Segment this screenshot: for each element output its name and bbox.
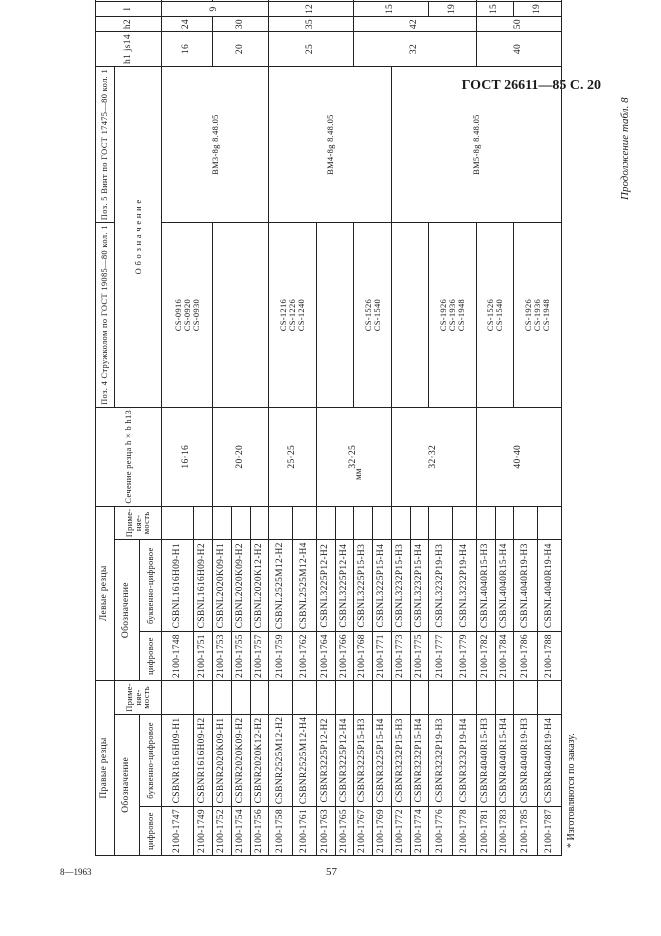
table-row xyxy=(269,0,293,856)
left-designation: CSBNL3225P15-H4 xyxy=(373,540,392,632)
right-designation: CSBNR3225P12-H4 xyxy=(335,714,354,806)
header-section: Сечение резца h × b h13 xyxy=(96,407,162,506)
right-digital: 2100-1783 xyxy=(495,807,514,856)
left-digital: 2100-1777 xyxy=(429,632,453,681)
right-designation: CSBNR2525M12-H2 xyxy=(269,714,293,806)
left-digital: 2100-1773 xyxy=(391,632,410,681)
right-applicability xyxy=(335,681,354,715)
left-designation: CSBNL1616H09-H2 xyxy=(194,540,213,632)
right-digital: 2100-1747 xyxy=(162,807,194,856)
left-applicability xyxy=(231,506,250,540)
l-value: 15 xyxy=(354,1,429,16)
right-digital: 2100-1763 xyxy=(316,807,335,856)
h2-value: 50 xyxy=(476,17,561,32)
right-digital: 2100-1754 xyxy=(231,807,250,856)
page-number: 57 xyxy=(326,866,337,878)
h2-value: 42 xyxy=(354,17,476,32)
left-designation: CSBNL3225P12-H4 xyxy=(335,540,354,632)
l-value: 15 xyxy=(476,1,514,16)
right-applicability xyxy=(495,681,514,715)
right-designation: CSBNR4040R19-H3 xyxy=(514,714,538,806)
right-designation: CSBNR2020K09-H1 xyxy=(213,714,232,806)
print-code: 8—1963 xyxy=(60,867,92,877)
left-designation: CSBNL2020K12-H2 xyxy=(250,540,269,632)
left-digital: 2100-1755 xyxy=(231,632,250,681)
left-applicability xyxy=(410,506,429,540)
right-applicability xyxy=(269,681,293,715)
chipbreaker-value xyxy=(391,223,429,408)
right-applicability xyxy=(391,681,410,715)
right-designation: CSBNR3232P19-H4 xyxy=(453,714,477,806)
right-designation: CSBNR2525M12-H4 xyxy=(293,714,317,806)
left-digital: 2100-1757 xyxy=(250,632,269,681)
l-value: 12 xyxy=(269,1,354,16)
header-h1: h1 js14 xyxy=(96,32,162,67)
right-designation: CSBNR4040R15-H3 xyxy=(476,714,495,806)
right-digital: 2100-1761 xyxy=(293,807,317,856)
left-digital: 2100-1766 xyxy=(335,632,354,681)
section-value: 16·16 xyxy=(162,407,213,506)
left-applicability xyxy=(391,506,410,540)
left-designation: CSBNL3232P15-H3 xyxy=(391,540,410,632)
l1-value xyxy=(269,0,354,1)
h2-value: 35 xyxy=(269,17,354,32)
left-applicability xyxy=(162,506,194,540)
l-value: 19 xyxy=(514,1,562,16)
right-digital: 2100-1781 xyxy=(476,807,495,856)
left-digital: 2100-1748 xyxy=(162,632,194,681)
header-left-cutters: Левые резцы xyxy=(96,506,115,680)
right-applicability xyxy=(194,681,213,715)
left-designation: CSBNL3232P15-H4 xyxy=(410,540,429,632)
left-designation: CSBNL3232P19-H3 xyxy=(429,540,453,632)
screw-value: BM3-8g 8.48.05 xyxy=(162,66,269,222)
right-designation: CSBNR2020K12-H2 xyxy=(250,714,269,806)
left-applicability xyxy=(429,506,453,540)
section-value: 32·25 xyxy=(316,407,391,506)
right-applicability xyxy=(231,681,250,715)
data-table xyxy=(95,0,562,856)
right-designation: CSBNR1616H09-H2 xyxy=(194,714,213,806)
left-applicability xyxy=(476,506,495,540)
continuation-label: Продолжение табл. 8 xyxy=(619,97,631,200)
left-applicability xyxy=(194,506,213,540)
right-digital: 2100-1785 xyxy=(514,807,538,856)
left-applicability xyxy=(495,506,514,540)
header-oboz: О б о з н а ч е н и е xyxy=(114,66,161,407)
header-pos4: Поз. 4 Стружколом по ГОСТ 19085—80 кол. 1 xyxy=(96,223,115,408)
right-digital: 2100-1767 xyxy=(354,807,373,856)
left-digital: 2100-1768 xyxy=(354,632,373,681)
left-designation: CSBNL3225P15-H3 xyxy=(354,540,373,632)
right-applicability xyxy=(373,681,392,715)
left-digital: 2100-1788 xyxy=(538,632,562,681)
chipbreaker-value: CS-1526 CS-1540 xyxy=(476,223,514,408)
section-value: 20·20 xyxy=(213,407,269,506)
left-digital: 2100-1751 xyxy=(194,632,213,681)
left-designation: CSBNL2020K09-H2 xyxy=(231,540,250,632)
header-designation: Обозначение xyxy=(114,540,139,681)
left-digital: 2100-1784 xyxy=(495,632,514,681)
h1-value: 25 xyxy=(269,32,354,67)
chipbreaker-value: CS-1216 CS-1226 CS-1240 xyxy=(269,223,316,408)
right-digital: 2100-1756 xyxy=(250,807,269,856)
left-digital: 2100-1779 xyxy=(453,632,477,681)
left-applicability xyxy=(373,506,392,540)
l1-value xyxy=(213,0,269,1)
right-designation: CSBNR3225P12-H2 xyxy=(316,714,335,806)
right-digital: 2100-1787 xyxy=(538,807,562,856)
table-rotated xyxy=(95,0,562,856)
right-digital: 2100-1758 xyxy=(269,807,293,856)
left-designation: CSBNL4040R15-H3 xyxy=(476,540,495,632)
h1-value: 16 xyxy=(162,32,213,67)
left-designation: CSBNL3232P19-H4 xyxy=(453,540,477,632)
right-designation: CSBNR4040R19-H4 xyxy=(538,714,562,806)
right-applicability xyxy=(410,681,429,715)
right-designation: CSBNR3232P15-H3 xyxy=(391,714,410,806)
chipbreaker-value xyxy=(316,223,354,408)
right-applicability xyxy=(476,681,495,715)
right-applicability xyxy=(538,681,562,715)
left-applicability xyxy=(316,506,335,540)
right-applicability xyxy=(213,681,232,715)
header-right-cutters: Правые резцы xyxy=(96,681,115,856)
screw-value: BM5-8g 8.48.05 xyxy=(391,66,561,222)
l-value: 9 xyxy=(162,1,269,16)
left-applicability xyxy=(538,506,562,540)
left-designation: CSBNL4040R19-H4 xyxy=(538,540,562,632)
right-designation: CSBNR2020K09-H2 xyxy=(231,714,250,806)
right-digital: 2100-1774 xyxy=(410,807,429,856)
chipbreaker-value xyxy=(213,223,269,408)
right-applicability xyxy=(514,681,538,715)
right-applicability xyxy=(453,681,477,715)
right-digital: 2100-1749 xyxy=(194,807,213,856)
header-applicability: Приме- няе- мость xyxy=(114,681,161,715)
left-designation: CSBNL3225P12-H2 xyxy=(316,540,335,632)
left-digital: 2100-1786 xyxy=(514,632,538,681)
left-digital: 2100-1782 xyxy=(476,632,495,681)
page-header: ГОСТ 26611—85 С. 20 xyxy=(461,78,601,93)
right-digital: 2100-1776 xyxy=(429,807,453,856)
right-digital: 2100-1765 xyxy=(335,807,354,856)
right-applicability xyxy=(250,681,269,715)
right-designation: CSBNR3225P15-H3 xyxy=(354,714,373,806)
left-digital: 2100-1771 xyxy=(373,632,392,681)
left-digital: 2100-1753 xyxy=(213,632,232,681)
right-designation: CSBNR3232P19-H3 xyxy=(429,714,453,806)
left-applicability xyxy=(453,506,477,540)
chipbreaker-value: CS-1526 CS-1540 xyxy=(354,223,392,408)
left-digital: 2100-1775 xyxy=(410,632,429,681)
right-digital: 2100-1752 xyxy=(213,807,232,856)
h1-value: 32 xyxy=(354,32,476,67)
right-designation: CSBNR1616H09-H1 xyxy=(162,714,194,806)
left-designation: CSBNL1616H09-H1 xyxy=(162,540,194,632)
left-digital: 2100-1759 xyxy=(269,632,293,681)
left-designation: CSBNL2525M12-H4 xyxy=(293,540,317,632)
right-applicability xyxy=(354,681,373,715)
header-row xyxy=(96,0,115,856)
left-applicability xyxy=(250,506,269,540)
header-alnum: буквенно-цифровое xyxy=(139,714,162,806)
table-row xyxy=(162,0,194,856)
chipbreaker-value: CS-1926 CS-1936 CS-1948 xyxy=(429,223,476,408)
left-digital: 2100-1764 xyxy=(316,632,335,681)
left-digital: 2100-1762 xyxy=(293,632,317,681)
right-applicability xyxy=(293,681,317,715)
right-applicability xyxy=(316,681,335,715)
right-designation: CSBNR3225P15-H4 xyxy=(373,714,392,806)
h2-value: 24 xyxy=(162,17,213,32)
header-pos5: Поз. 5 Винт по ГОСТ 17475—80 кол. 1 xyxy=(96,66,115,222)
section-value: 40·40 xyxy=(476,407,561,506)
chipbreaker-value: CS-0916 CS-0920 CS-0930 xyxy=(162,223,213,408)
header-applicability: Приме- няе- мость xyxy=(114,506,161,540)
right-digital: 2100-1772 xyxy=(391,807,410,856)
left-designation: CSBNL2525M12-H2 xyxy=(269,540,293,632)
right-applicability xyxy=(162,681,194,715)
header-alnum: буквенно-цифровое xyxy=(139,540,162,632)
left-applicability xyxy=(293,506,317,540)
right-designation: CSBNR4040R15-H4 xyxy=(495,714,514,806)
table-row xyxy=(391,0,410,856)
h1-value: 20 xyxy=(213,32,269,67)
right-applicability xyxy=(429,681,453,715)
l1-value xyxy=(162,0,213,1)
header-h2: h2 xyxy=(96,17,162,32)
footnote: * Изготовляются по заказу. xyxy=(566,733,577,848)
left-applicability xyxy=(335,506,354,540)
section-value: 25·25 xyxy=(269,407,316,506)
left-designation: CSBNL2020K09-H1 xyxy=(213,540,232,632)
l-value: 19 xyxy=(429,1,476,16)
units-label: мм xyxy=(353,468,363,480)
left-applicability xyxy=(269,506,293,540)
left-designation: CSBNL4040R15-H4 xyxy=(495,540,514,632)
left-applicability xyxy=(354,506,373,540)
h2-value: 30 xyxy=(213,17,269,32)
right-digital: 2100-1778 xyxy=(453,807,477,856)
section-value: 32·32 xyxy=(391,407,476,506)
screw-value: BM4-8g 8.48.05 xyxy=(269,66,391,222)
header-designation: Обозначение xyxy=(114,714,139,855)
chipbreaker-value: CS-1926 CS-1936 CS-1948 xyxy=(514,223,562,408)
left-applicability xyxy=(213,506,232,540)
header-digital: цифровое xyxy=(139,807,162,856)
header-digital: цифровое xyxy=(139,632,162,681)
left-applicability xyxy=(514,506,538,540)
right-digital: 2100-1769 xyxy=(373,807,392,856)
left-designation: CSBNL4040R19-H3 xyxy=(514,540,538,632)
header-l1 xyxy=(96,0,162,1)
h1-value: 40 xyxy=(476,32,561,67)
header-l: l xyxy=(96,1,162,16)
right-designation: CSBNR3232P15-H4 xyxy=(410,714,429,806)
